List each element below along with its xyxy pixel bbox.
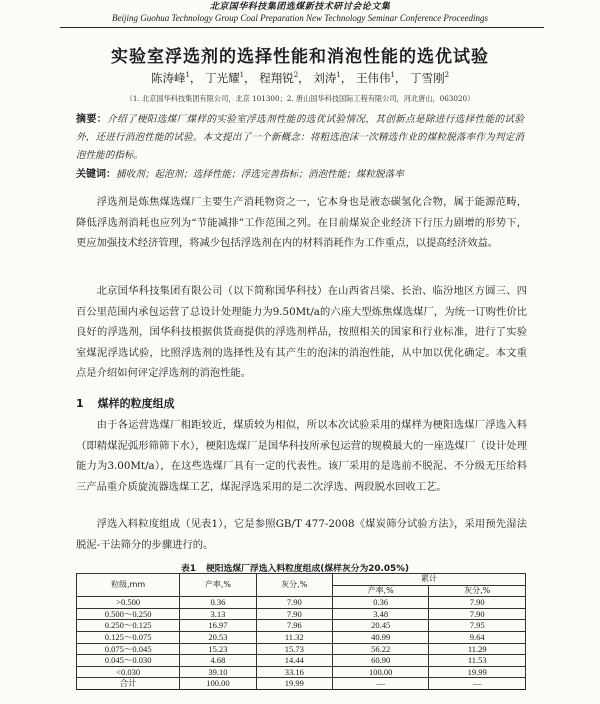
paragraph: 北京国华科技集团有限公司（以下简称国华科技）在山西省吕梁、长治、临汾地区方圆三、四百公里范围内承包运营了总设计处理能力为9.50Mt/a的六座大型炼焦煤选煤厂，为统一订购性价比良好的浮选剂，国华科技根据供货商提供的浮选剂样品，按照相关的国家和行业标准，进行了实验室煤泥浮选试验，比照浮选剂的选择性及有其产生的泡沫的消泡性能，从中加以优化确定。本文重点是介绍如何评定浮选剂的消泡性能。	[76, 285, 527, 379]
table-cell: 0.500～0.250	[77, 608, 180, 620]
abstract-text: 介绍了梗阳选煤厂煤样的实验室浮选剂性能的选优试验情况，其创新点是除进行选择性能的试验外，还进行消泡性能的试验。本文提出了一个新概念：将粗选泡沫一次精选作业的煤粒脱落率作为判定消泡性能的指标。	[76, 114, 525, 161]
table-cell: 7.90	[256, 608, 332, 620]
table-cell: 20.45	[332, 620, 429, 632]
table-row	[77, 631, 526, 643]
author-affil-mark: 2	[293, 71, 299, 80]
table-cell: 14.44	[256, 655, 332, 667]
author-affil-mark: 2	[444, 71, 450, 80]
table-cell: 0.045～0.030	[77, 655, 180, 667]
table-cell: 19.99	[429, 666, 526, 678]
table-row	[77, 666, 526, 678]
section-title: 煤样的粒度组成	[97, 397, 175, 410]
table-cell: 11.53	[429, 655, 526, 667]
table-cell: 合计	[77, 678, 180, 690]
table-cell: 100.00	[180, 678, 256, 690]
table-cell: 0.075～0.045	[77, 643, 180, 655]
paper-title: 实验室浮选剂的选择性能和消泡性能的选优试验	[111, 47, 489, 67]
abstract-label: 摘要：	[76, 114, 108, 125]
intro-paragraph	[76, 281, 527, 384]
table-cell: 11.32	[256, 631, 332, 643]
keywords-text: 捕收剂；起泡剂；选择性能；浮选完善指标；消泡性能；煤粒脱落率	[116, 169, 404, 180]
table-cell: <0.030	[77, 666, 180, 678]
table-cell: 16.97	[180, 620, 256, 632]
author-name: 陈涛峰	[150, 71, 186, 85]
table-cell: 20.53	[180, 631, 256, 643]
table-cell: 0.250～0.125	[77, 620, 180, 632]
paragraph: 由于各运营选煤厂相距较近，煤质较为相似，所以本次试验采用的煤样为梗阳选煤厂浮选入料（即精煤泥弧形筛筛下水），梗阳选煤厂是国华科技所承包运营的规模最大的一座选煤厂（设计处理能力为3.00Mt/a），在这些选煤厂具有一定的代表性。该厂采用的是选前不脱泥、不分级无压给料三产品重介质旋流器选煤工艺，煤泥浮选采用的是二次浮选、两段脱水回收工艺。	[76, 419, 527, 493]
running-head-english: Beijing Guohua Technology Group Coal Preparation New Technology Seminar Conference Proceedings	[112, 13, 488, 23]
author-name: 丁光耀	[205, 71, 240, 85]
table-row	[77, 597, 526, 609]
table-cell: 40.99	[332, 631, 429, 643]
table-cell: 56.22	[332, 643, 429, 655]
table-cell: 0.125～0.075	[77, 631, 180, 643]
table-cell: 7.90	[429, 608, 526, 620]
table-cell: 100.00	[332, 666, 429, 678]
table-cell: 7.90	[256, 597, 332, 609]
table-cell: 3.13	[180, 608, 256, 620]
author-name: 刘涛	[313, 71, 337, 85]
table-cell: 7.90	[429, 597, 526, 609]
col-header-ash: 灰分,%	[256, 574, 332, 597]
col-header-cum-ash: 灰分,%	[429, 585, 526, 597]
table-cell: —	[429, 678, 526, 690]
author-affil-mark: 1	[239, 71, 245, 80]
table-number: 表1	[181, 564, 196, 574]
section-heading	[76, 395, 189, 411]
paragraph: 浮选剂是炼焦煤选煤厂主要生产消耗物资之一，它本身也是液态碳氢化合物，属于能源范畴，降低浮选剂消耗也应列为“节能减排”工作范围之列。在目前煤炭企业经济下行压力剧增的形势下，更应加强技术经济管理，将减少包括浮选剂在内的材料消耗作为工作重点，以提高经济效益。	[76, 196, 527, 249]
table-cell: 3.48	[332, 608, 429, 620]
author-name: 程翔锐	[259, 71, 294, 85]
header-rule	[60, 27, 544, 28]
table-cell: 60.90	[332, 655, 429, 667]
table-cell: 11.29	[429, 643, 526, 655]
table-row	[77, 655, 526, 667]
table-cell: 0.36	[332, 597, 429, 609]
col-header-cum-yield: 产率,%	[332, 585, 429, 597]
section-paragraph	[76, 415, 527, 497]
intro-paragraph	[76, 192, 527, 254]
keywords-label: 关键词：	[76, 169, 116, 180]
table-total-row	[77, 678, 526, 690]
table-cell: 15.73	[256, 643, 332, 655]
affiliation: （1. 北京国华科技集团有限公司，北京 101300；2. 唐山国华科技国际工程有限公司，河北唐山，063020）	[125, 94, 475, 103]
running-head-chinese: 北京国华科技集团选煤新技术研讨会论文集	[209, 2, 391, 12]
table-row	[77, 643, 526, 655]
table-cell: 33.16	[256, 666, 332, 678]
author-affil-mark: 1	[390, 71, 395, 80]
col-header-yield: 产率,%	[180, 574, 256, 597]
author-name: 王伟伟	[355, 71, 391, 85]
author-affil-mark: 1	[336, 71, 341, 80]
abstract	[76, 111, 524, 165]
table-cell: 7.95	[429, 620, 526, 632]
table-cell: —	[332, 678, 429, 690]
table-header-row	[77, 574, 526, 586]
author-list: 陈涛峰$^1$， 丁光耀$^1$， 程翔锐$^2$， 刘涛$^1$， 王伟伟$^1$， 丁雪刚$^2$	[150, 71, 450, 85]
table-cell: 0.36	[180, 597, 256, 609]
size-composition-table	[76, 573, 526, 690]
table-cell: >0.500	[77, 597, 180, 609]
table-cell: 4.68	[180, 655, 256, 667]
author-affil-mark: 1	[185, 71, 190, 80]
section-number: 1	[76, 397, 84, 410]
table-cell: 15.23	[180, 643, 256, 655]
table-row	[77, 620, 526, 632]
running-head	[0, 2, 600, 24]
paragraph: 浮选入料粒度组成（见表1），它是参照GB/T 477-2008《煤炭筛分试验方法》，采用预先湿法脱泥-干法筛分的步骤进行的。	[76, 518, 527, 551]
section-paragraph	[76, 514, 527, 555]
col-header-cumulative: 累计	[332, 574, 525, 586]
col-header-size: 粒级,mm	[77, 574, 180, 597]
author-name: 丁雪刚	[410, 71, 445, 85]
table-cell: 7.96	[256, 620, 332, 632]
table-row	[77, 608, 526, 620]
table-caption-text: 梗阳选煤厂浮选入料粒度组成(煤样灰分为20.05%)	[205, 564, 409, 574]
table-cell: 39.10	[180, 666, 256, 678]
table-cell: 19.99	[256, 678, 332, 690]
keywords	[76, 165, 536, 180]
table-cell: 9.64	[429, 631, 526, 643]
